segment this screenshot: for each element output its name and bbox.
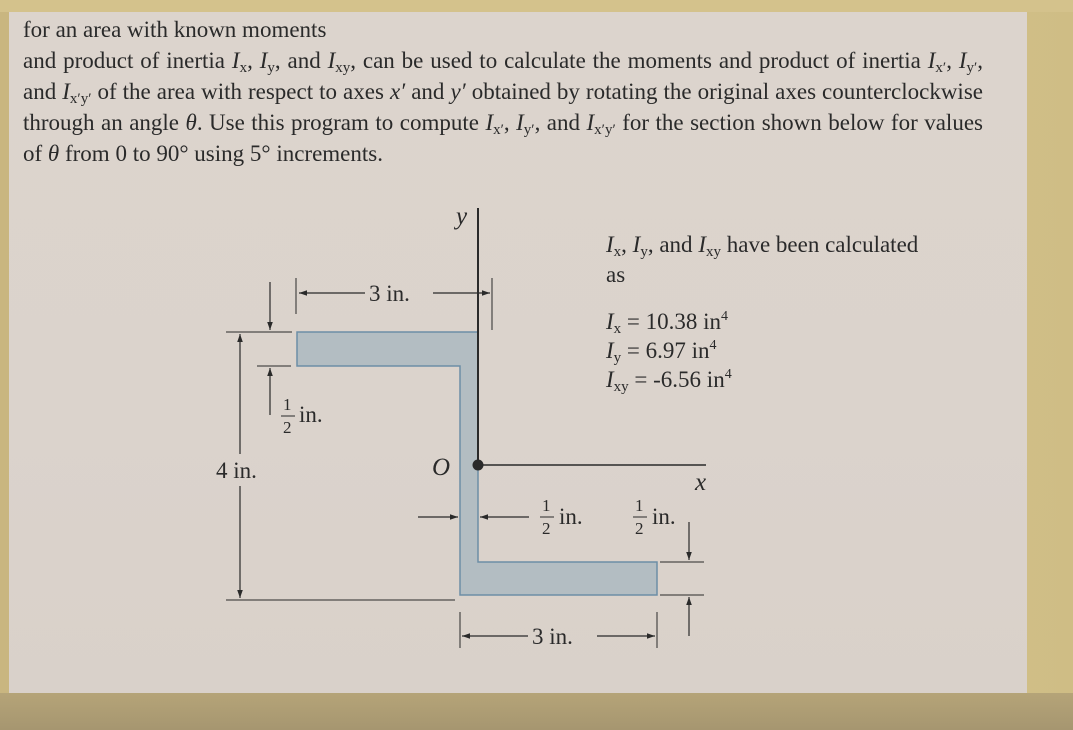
- symbol-sub: x: [239, 60, 248, 76]
- equation-ix: [606, 309, 728, 335]
- symbol-sub: x′: [935, 60, 947, 76]
- symbol-sub: x′: [493, 122, 504, 138]
- symbol-xp: x′: [389, 79, 406, 104]
- symbol-yp: y′: [450, 79, 466, 104]
- symbol-ixyp: I: [62, 79, 70, 104]
- eq-value: = 6.97 in: [621, 338, 710, 363]
- dim-height-label: 4 in.: [216, 458, 257, 483]
- paragraph-text: and product of inertia: [23, 48, 232, 73]
- symbol-sub: y′: [966, 60, 978, 76]
- paragraph-text: of the area with respect to axes: [91, 79, 390, 104]
- equation-ixy: [606, 367, 732, 393]
- symbol-iy: I: [259, 48, 268, 73]
- origin-label: O: [432, 454, 451, 481]
- y-axis-label: y: [456, 203, 468, 230]
- fraction-num: 1: [635, 496, 644, 515]
- symbol-ixy: I: [327, 48, 336, 73]
- symbol-sub: x: [613, 244, 622, 260]
- dim-top-label: 3 in.: [369, 281, 410, 306]
- dim-half-unit: in.: [299, 402, 323, 427]
- symbol-ix: I: [231, 48, 240, 73]
- eq-symbol: I: [606, 309, 614, 334]
- given-values-note: [606, 230, 936, 290]
- symbol-sub: xy: [705, 244, 721, 260]
- eq-exponent: 4: [724, 367, 732, 382]
- dim-half-unit: in.: [652, 504, 676, 529]
- eq-sub: x: [613, 321, 622, 337]
- paragraph-text: , and: [274, 48, 328, 73]
- eq-value: = 10.38 in: [621, 309, 722, 334]
- symbol-iyp: I: [516, 110, 524, 135]
- page: [9, 12, 1027, 693]
- fraction-num: 1: [542, 496, 551, 515]
- paragraph-text: ,: [503, 110, 517, 135]
- eq-symbol: I: [606, 338, 614, 363]
- symbol-ixp: I: [485, 110, 494, 135]
- symbol-iyp: I: [958, 48, 967, 73]
- symbol-sub: y′: [523, 122, 535, 138]
- symbol-sub: x′y′: [69, 91, 92, 107]
- fraction-num: 1: [283, 395, 292, 414]
- eq-value: = -6.56 in: [628, 367, 725, 392]
- symbol-ixy: I: [698, 232, 706, 257]
- paragraph-text: , and: [23, 48, 984, 104]
- fraction-den: 2: [542, 519, 551, 538]
- paragraph-text: ,: [247, 48, 260, 73]
- paragraph-lead: for an area with known moments: [23, 17, 327, 42]
- paragraph-text: ,: [946, 48, 959, 73]
- symbol-iy: I: [632, 232, 641, 257]
- fraction-den: 2: [635, 519, 644, 538]
- symbol-theta: θ: [47, 141, 60, 166]
- paragraph-text: , can be used to calculate the moments and product of inertia: [350, 48, 928, 73]
- paragraph-text: and: [405, 79, 451, 104]
- equation-iy: [606, 338, 717, 364]
- symbol-ixp: I: [927, 48, 936, 73]
- symbol-sub: x′y′: [594, 122, 616, 138]
- background-bottom-strip: [0, 693, 1073, 730]
- paragraph-text: obtained by rotating the original axes counterclockwise through an angle: [23, 79, 983, 135]
- background-top-strip: [0, 0, 1073, 12]
- eq-sub: y: [613, 350, 622, 366]
- symbol-sub: xy: [335, 60, 351, 76]
- dim-bottom-label: 3 in.: [532, 624, 573, 649]
- paragraph-text: for the section shown below for values of: [23, 110, 983, 166]
- note-text: ,: [621, 232, 633, 257]
- eq-exponent: 4: [721, 309, 729, 324]
- symbol-ixyp: I: [586, 110, 595, 135]
- paragraph-text: , and: [534, 110, 587, 135]
- paragraph-text: . Use this program to compute: [196, 110, 486, 135]
- x-axis-label: x: [695, 469, 707, 496]
- z-section-figure: [9, 12, 1027, 693]
- symbol-sub: y: [640, 244, 648, 260]
- fraction-den: 2: [283, 418, 292, 437]
- eq-exponent: 4: [709, 338, 717, 353]
- eq-symbol: I: [606, 367, 614, 392]
- note-text: have been calculated as: [606, 232, 919, 287]
- symbol-ix: I: [606, 232, 614, 257]
- note-text: , and: [647, 232, 699, 257]
- eq-sub: xy: [613, 379, 629, 395]
- symbol-theta: θ: [185, 110, 197, 135]
- dim-half-unit: in.: [559, 504, 583, 529]
- symbol-sub: y: [267, 60, 275, 76]
- paragraph-text: from 0 to 90° using 5° increments.: [59, 141, 383, 166]
- origin-point: [473, 460, 484, 471]
